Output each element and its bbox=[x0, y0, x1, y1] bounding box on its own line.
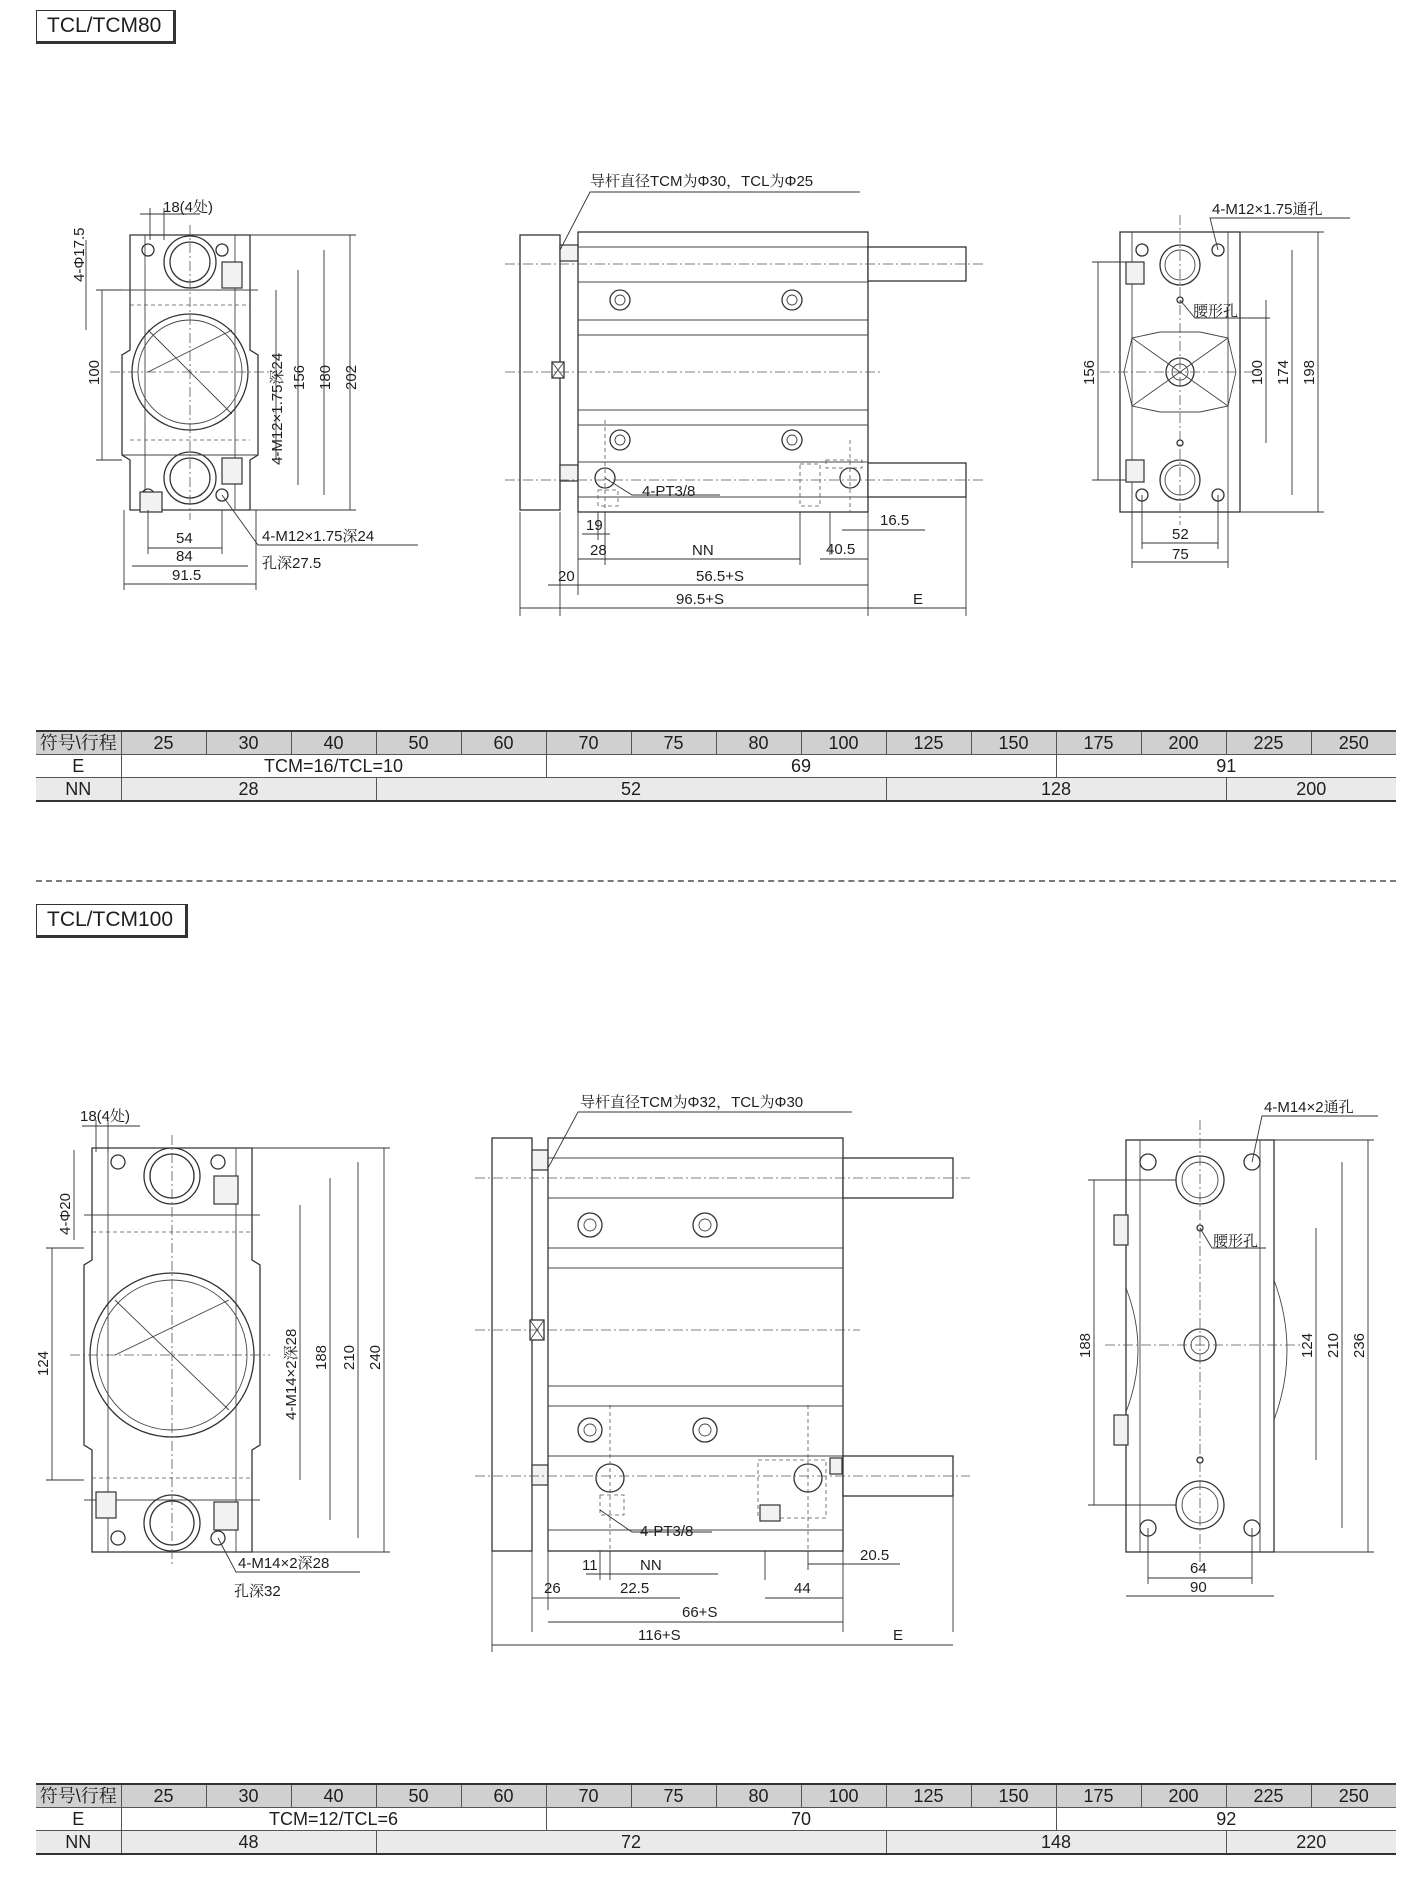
value-cell: 128 bbox=[886, 778, 1226, 802]
value-cell: 28 bbox=[121, 778, 376, 802]
rear-bdim-2: 90 bbox=[1190, 1579, 1207, 1596]
front-vdim-3: 210 bbox=[341, 1344, 358, 1370]
symbol-cell: NN bbox=[36, 1831, 121, 1855]
stroke-cell: 250 bbox=[1311, 1784, 1396, 1808]
front-vdim-2: 156 bbox=[291, 364, 308, 390]
stroke-cell: 60 bbox=[461, 731, 546, 755]
spec-table-tcm100 bbox=[36, 1783, 1396, 1855]
side-dim-1: 11 bbox=[582, 1557, 598, 1574]
stroke-cell: 100 bbox=[801, 1784, 886, 1808]
front-callout-1: 4-M14×2深28 bbox=[238, 1555, 330, 1572]
rear-left-dim: 188 bbox=[1077, 1332, 1094, 1358]
front-vdim-3: 180 bbox=[317, 364, 334, 390]
table-row-nn bbox=[36, 778, 1396, 802]
front-bdim-3: 91.5 bbox=[172, 567, 202, 584]
value-cell: 92 bbox=[1056, 1808, 1396, 1831]
section-tcm80 bbox=[0, 0, 1428, 880]
side-dim-8: 116+S bbox=[638, 1627, 681, 1644]
front-callout-1: 4-M12×1.75深24 bbox=[262, 528, 375, 545]
front-top-label: 18(4处) bbox=[80, 1108, 131, 1125]
front-vdim-1: 4-M12×1.75深24 bbox=[269, 352, 286, 465]
stroke-cell: 150 bbox=[971, 1784, 1056, 1808]
rear-rdim-2: 210 bbox=[1325, 1332, 1342, 1358]
value-cell: 69 bbox=[546, 755, 1056, 778]
model-title: TCL/TCM100 bbox=[36, 904, 188, 938]
side-dim-9: E bbox=[893, 1627, 904, 1644]
side-dim-3: NN bbox=[692, 542, 714, 559]
value-cell: 70 bbox=[546, 1808, 1056, 1831]
side-dim-3: 20.5 bbox=[860, 1547, 890, 1564]
drawing-tcm100 bbox=[0, 880, 1428, 1895]
side-dim-5: 22.5 bbox=[620, 1580, 650, 1597]
side-view bbox=[475, 1094, 970, 1652]
section-tcm100 bbox=[0, 880, 1428, 1895]
side-dim-7: 66+S bbox=[682, 1604, 718, 1621]
stroke-cell: 40 bbox=[291, 1784, 376, 1808]
side-guide-rod-note: 导杆直径TCM为Φ32，TCL为Φ30 bbox=[580, 1094, 804, 1111]
stroke-cell: 40 bbox=[291, 731, 376, 755]
rear-rdim-1: 100 bbox=[1249, 359, 1266, 385]
stroke-cell: 80 bbox=[716, 1784, 801, 1808]
stroke-cell: 25 bbox=[121, 731, 206, 755]
stroke-cell: 100 bbox=[801, 731, 886, 755]
rear-bdim-1: 52 bbox=[1172, 526, 1189, 543]
rear-slot-hole: 腰形孔 bbox=[1213, 1233, 1259, 1250]
side-dim-5: 16.5 bbox=[880, 512, 910, 529]
stroke-cell: 175 bbox=[1056, 731, 1141, 755]
value-cell: 200 bbox=[1226, 778, 1396, 802]
value-cell: TCM=12/TCL=6 bbox=[121, 1808, 546, 1831]
rear-thru-hole: 4-M12×1.75通孔 bbox=[1212, 201, 1323, 218]
stroke-cell: 75 bbox=[631, 1784, 716, 1808]
side-dim-2: NN bbox=[640, 1557, 662, 1574]
stroke-cell: 225 bbox=[1226, 1784, 1311, 1808]
side-dim-1: 19 bbox=[586, 517, 603, 534]
side-dim-6: 20 bbox=[558, 568, 575, 585]
side-dim-6: 44 bbox=[794, 1580, 811, 1597]
stroke-cell: 70 bbox=[546, 731, 631, 755]
stroke-cell: 70 bbox=[546, 1784, 631, 1808]
table-header-row bbox=[36, 731, 1396, 755]
front-left-label-1: 4-Φ17.5 bbox=[71, 227, 88, 282]
stroke-cell: 25 bbox=[121, 1784, 206, 1808]
front-view bbox=[35, 1108, 390, 1600]
value-cell: TCM=16/TCL=10 bbox=[121, 755, 546, 778]
front-top-label: 18(4处) bbox=[163, 199, 214, 216]
side-port-label: 4-PT3/8 bbox=[642, 483, 696, 500]
symbol-cell: E bbox=[36, 755, 121, 778]
stroke-cell: 225 bbox=[1226, 731, 1311, 755]
table-row-e bbox=[36, 1808, 1396, 1831]
front-left-label-2: 124 bbox=[35, 1350, 52, 1376]
table-header-row bbox=[36, 1784, 1396, 1808]
stroke-cell: 250 bbox=[1311, 731, 1396, 755]
spec-table-tcm80 bbox=[36, 730, 1396, 802]
stroke-cell: 150 bbox=[971, 731, 1056, 755]
rear-rdim-2: 174 bbox=[1275, 359, 1292, 385]
front-left-label-1: 4-Φ20 bbox=[57, 1193, 74, 1235]
front-vdim-1: 4-M14×2深28 bbox=[283, 1328, 300, 1420]
side-dim-4: 40.5 bbox=[826, 541, 856, 558]
value-cell: 72 bbox=[376, 1831, 886, 1855]
side-guide-rod-note: 导杆直径TCM为Φ30，TCL为Φ25 bbox=[590, 173, 814, 190]
stroke-cell: 60 bbox=[461, 1784, 546, 1808]
value-cell: 48 bbox=[121, 1831, 376, 1855]
side-dim-7: 56.5+S bbox=[696, 568, 744, 585]
side-dim-9: E bbox=[913, 591, 924, 608]
stroke-cell: 30 bbox=[206, 1784, 291, 1808]
stroke-cell: 200 bbox=[1141, 731, 1226, 755]
front-callout-2: 孔深27.5 bbox=[262, 555, 322, 572]
side-dim-8: 96.5+S bbox=[676, 591, 724, 608]
front-left-label-2: 100 bbox=[86, 359, 103, 385]
rear-view bbox=[1077, 1098, 1378, 1596]
stroke-cell: 30 bbox=[206, 731, 291, 755]
front-bdim-2: 84 bbox=[176, 548, 193, 565]
rear-rdim-1: 124 bbox=[1299, 1332, 1316, 1358]
value-cell: 148 bbox=[886, 1831, 1226, 1855]
table-header-label: 符号\行程 bbox=[36, 1784, 121, 1808]
front-bdim-1: 54 bbox=[176, 530, 193, 547]
stroke-cell: 125 bbox=[886, 731, 971, 755]
stroke-cell: 75 bbox=[631, 731, 716, 755]
stroke-cell: 125 bbox=[886, 1784, 971, 1808]
front-vdim-4: 240 bbox=[367, 1344, 384, 1370]
rear-left-dim: 156 bbox=[1081, 359, 1098, 385]
rear-slot-hole: 腰形孔 bbox=[1193, 303, 1239, 320]
table-header-label: 符号\行程 bbox=[36, 731, 121, 755]
front-vdim-4: 202 bbox=[343, 364, 360, 390]
front-callout-2: 孔深32 bbox=[234, 1583, 281, 1600]
rear-rdim-3: 236 bbox=[1351, 1332, 1368, 1358]
table-row-nn bbox=[36, 1831, 1396, 1855]
model-title: TCL/TCM80 bbox=[36, 10, 176, 44]
stroke-cell: 80 bbox=[716, 731, 801, 755]
stroke-cell: 175 bbox=[1056, 1784, 1141, 1808]
rear-view bbox=[1081, 200, 1350, 568]
value-cell: 52 bbox=[376, 778, 886, 802]
value-cell: 220 bbox=[1226, 1831, 1396, 1855]
rear-bdim-2: 75 bbox=[1172, 546, 1189, 563]
rear-rdim-3: 198 bbox=[1301, 359, 1318, 385]
symbol-cell: NN bbox=[36, 778, 121, 802]
front-vdim-2: 188 bbox=[313, 1344, 330, 1370]
side-port-label: 4-PT3/8 bbox=[640, 1523, 694, 1540]
value-cell: 91 bbox=[1056, 755, 1396, 778]
side-dim-2: 28 bbox=[590, 542, 607, 559]
table-row-e bbox=[36, 755, 1396, 778]
front-view bbox=[71, 199, 418, 590]
side-view bbox=[505, 173, 985, 616]
stroke-cell: 200 bbox=[1141, 1784, 1226, 1808]
symbol-cell: E bbox=[36, 1808, 121, 1831]
side-dim-4: 26 bbox=[544, 1580, 561, 1597]
stroke-cell: 50 bbox=[376, 731, 461, 755]
rear-bdim-1: 64 bbox=[1190, 1560, 1207, 1577]
rear-thru-hole: 4-M14×2通孔 bbox=[1264, 1099, 1354, 1116]
stroke-cell: 50 bbox=[376, 1784, 461, 1808]
